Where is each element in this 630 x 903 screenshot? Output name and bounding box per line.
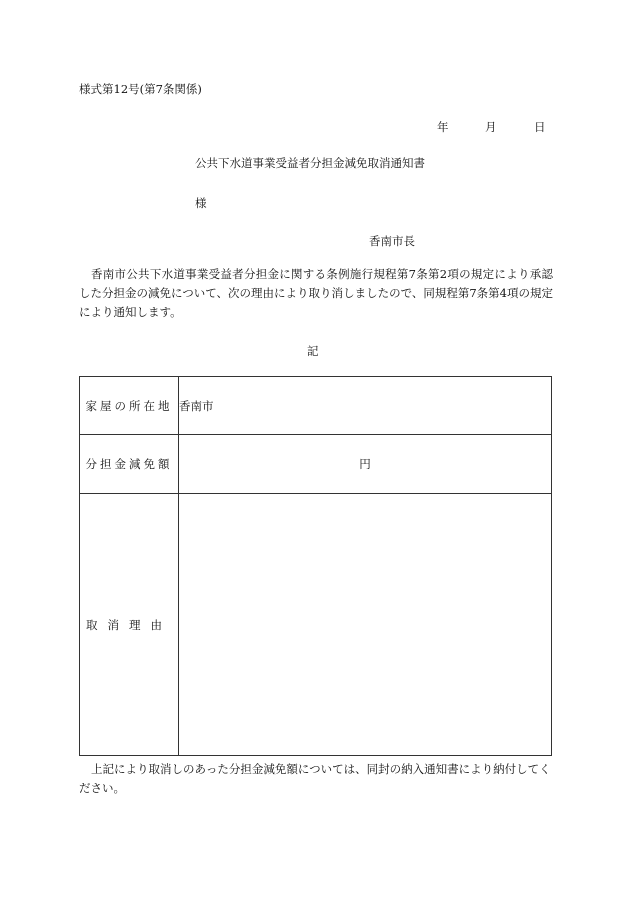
addressee-suffix: 様 [195, 196, 207, 210]
info-table [79, 376, 552, 756]
reason-value [179, 494, 552, 756]
document-title: 公共下水道事業受益者分担金減免取消通知書 [195, 156, 425, 170]
date-month-label: 月 [485, 120, 497, 134]
location-label: 家屋の所在地 [85, 398, 173, 413]
issuer-name: 香南市長 [369, 234, 415, 248]
amount-label-cell [80, 435, 179, 494]
footer-paragraph: 上記により取消しのあった分担金減免額については、同封の納入通知書により納付してください。 [79, 762, 551, 795]
table-row-location [80, 377, 552, 435]
reason-label-cell [80, 494, 179, 756]
form-number: 様式第12号(第7条関係) [79, 82, 202, 96]
table-row-reason [80, 494, 552, 756]
reason-label: 取消理由 [86, 617, 172, 632]
amount-value: 円 [179, 435, 552, 494]
body-paragraph: 香南市公共下水道事業受益者分担金に関する条例施行規程第7条第2項の規定により承認した分担金の減免について、次の理由により取り消しましたので、同規程第7条第4項の規定により通知します。 [79, 267, 553, 319]
location-label-cell [80, 377, 179, 435]
date-day-label: 日 [534, 120, 546, 134]
date-year-label: 年 [437, 120, 449, 134]
location-value: 香南市 [179, 377, 552, 435]
amount-label: 分担金減免額 [85, 457, 173, 471]
table-row-amount [80, 435, 552, 494]
ki-heading: 記 [307, 344, 319, 358]
